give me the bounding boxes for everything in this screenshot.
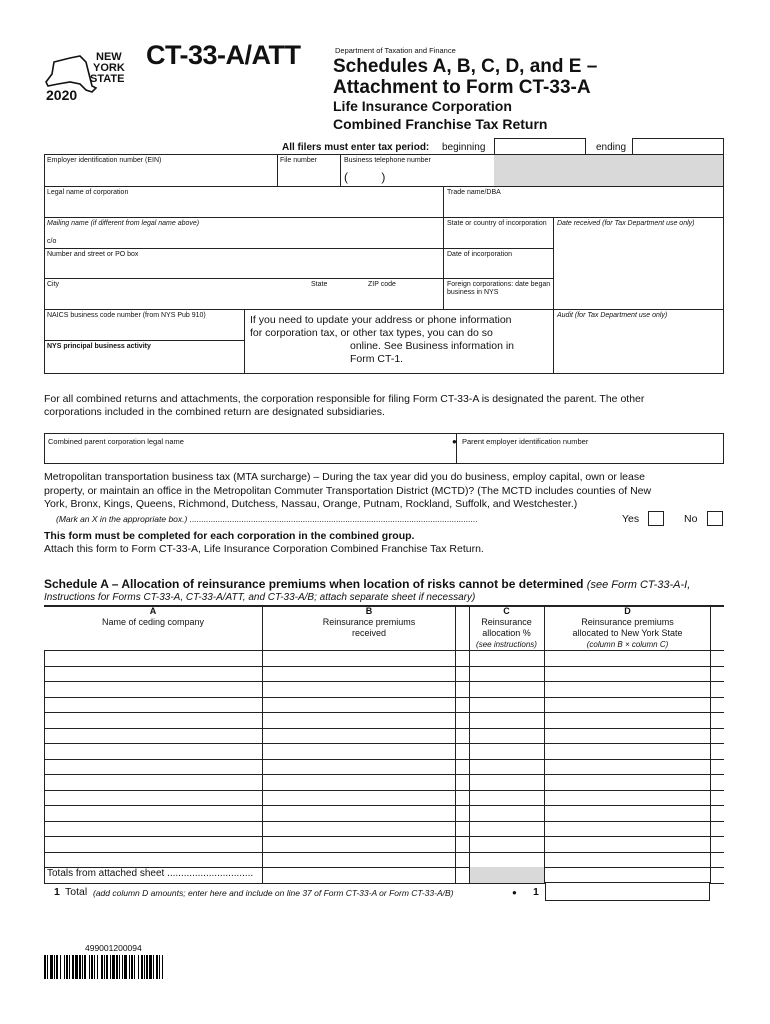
table-cell-a[interactable] xyxy=(45,729,261,744)
schedule-a-heading: Schedule A – Allocation of reinsurance premiums when location of risks cannot be determined xyxy=(44,577,584,591)
form-subtitle-line1: Life Insurance Corporation xyxy=(333,98,512,114)
update-info-line4: Form CT-1. xyxy=(350,353,404,365)
table-cell-c[interactable] xyxy=(470,760,543,775)
city-label: City xyxy=(47,281,60,288)
date-incorp-label: Date of incorporation xyxy=(447,251,512,258)
mta-line3: York, Bronx, Kings, Queens, Richmond, Dutchess, Nassau, Orange, Putnam, Rockland, Suffolk, and Westchester.) xyxy=(44,498,578,510)
table-cell-a[interactable] xyxy=(45,775,261,790)
total-label: Total xyxy=(65,886,88,898)
col-d-letter: D xyxy=(624,606,631,616)
tax-period-label: All filers must enter tax period: xyxy=(282,142,430,153)
table-cell-d[interactable] xyxy=(545,744,709,759)
nys-logo xyxy=(40,50,140,106)
total-line-number: 1 xyxy=(54,886,60,898)
tax-period-beginning-field[interactable] xyxy=(494,138,586,155)
file-number-label: File number xyxy=(280,157,317,164)
table-cell-a[interactable] xyxy=(45,853,261,868)
form-title-line1: Schedules A, B, C, D, and E – xyxy=(333,56,598,77)
table-cell-c[interactable] xyxy=(470,775,543,790)
phone-label: Business telephone number xyxy=(344,157,431,164)
table-cell-b[interactable] xyxy=(263,760,454,775)
parent-name-field[interactable] xyxy=(45,446,455,463)
mta-no-checkbox[interactable] xyxy=(707,511,723,526)
table-cell-d[interactable] xyxy=(545,760,709,775)
table-column-divider xyxy=(455,606,456,883)
table-cell-b[interactable] xyxy=(263,729,454,744)
table-cell-d[interactable] xyxy=(545,713,709,728)
col-d-title-2: allocated to New York State xyxy=(572,628,683,638)
logo-new: NEW xyxy=(96,51,122,63)
table-cell-c[interactable] xyxy=(470,713,543,728)
state-incorp-label: State or country of incorporation xyxy=(447,220,547,227)
total-note: (add column D amounts; enter here and include on line 37 of Form CT-33-A or Form CT-33-A/B) xyxy=(93,888,454,898)
totals-attached-label: Totals from attached sheet ............................... xyxy=(47,868,254,879)
table-cell-c[interactable] xyxy=(470,822,543,837)
table-cell-b[interactable] xyxy=(263,853,454,868)
table-column-divider xyxy=(710,606,711,883)
table-cell-d[interactable] xyxy=(545,651,709,666)
shaded-corner xyxy=(494,155,723,187)
col-a-letter: A xyxy=(149,606,157,616)
table-cell-b[interactable] xyxy=(263,775,454,790)
date-received-label: Date received (for Tax Department use only) xyxy=(557,220,695,227)
totals-shaded-cell xyxy=(470,867,544,883)
foreign-date-label-1: Foreign corporations: date began xyxy=(447,281,551,288)
combined-text xyxy=(44,393,644,419)
parent-ein-label: Parent employer identification number xyxy=(462,437,589,446)
table-cell-a[interactable] xyxy=(45,822,261,837)
zip-label: ZIP code xyxy=(368,281,396,288)
table-cell-b[interactable] xyxy=(263,682,454,697)
table-cell-a[interactable] xyxy=(45,760,261,775)
col-b-letter: B xyxy=(365,606,373,616)
table-cell-a[interactable] xyxy=(45,713,261,728)
table-cell-c[interactable] xyxy=(470,698,543,713)
combined-text-line1: For all combined returns and attachments, the corporation responsible for filing Form CT-33-A is designated the parent. The other xyxy=(44,393,645,405)
table-cell-b[interactable] xyxy=(263,713,454,728)
update-info-line2: for corporation tax, or other tax types, you can do so xyxy=(250,327,493,339)
table-cell-d[interactable] xyxy=(545,729,709,744)
update-info-note xyxy=(250,314,514,366)
mailing-name-label: Mailing name (if different from legal name above) xyxy=(47,220,200,227)
table-cell-b[interactable] xyxy=(263,744,454,759)
col-d-title-3: (column B × column C) xyxy=(586,640,669,649)
instruction-line1: This form must be completed for each corporation in the combined group. xyxy=(44,530,415,542)
table-cell-c[interactable] xyxy=(470,667,543,682)
col-a-title: Name of ceding company xyxy=(101,617,205,627)
nys-activity-label: NYS principal business activity xyxy=(47,343,151,350)
col-c-title-3: (see instructions) xyxy=(476,640,537,649)
table-cell-a[interactable] xyxy=(45,744,261,759)
tax-period-beginning-label: beginning xyxy=(442,142,486,153)
col-c-title-1: Reinsurance xyxy=(481,617,532,627)
table-cell-a[interactable] xyxy=(45,791,261,806)
form-subtitle-line2: Combined Franchise Tax Return xyxy=(333,116,548,132)
audit-label: Audit (for Tax Department use only) xyxy=(557,312,668,319)
col-b-title-2: received xyxy=(351,628,387,638)
mta-question xyxy=(44,471,651,512)
phone-field[interactable]: ( ) xyxy=(344,170,386,184)
update-info-line3: online. See Business information in xyxy=(350,340,515,352)
department-name: Department of Taxation and Finance xyxy=(335,46,456,55)
form-title-line2: Attachment to Form CT-33-A xyxy=(333,77,591,98)
table-cell-b[interactable] xyxy=(263,698,454,713)
table-cell-a[interactable] xyxy=(45,667,261,682)
state-label: State xyxy=(311,281,328,288)
table-cell-c[interactable] xyxy=(470,791,543,806)
trade-name-label: Trade name/DBA xyxy=(447,189,501,196)
table-cell-a[interactable] xyxy=(45,837,261,852)
co-label: c/o xyxy=(47,238,57,245)
barcode-icon xyxy=(44,955,194,979)
col-a-header xyxy=(44,606,262,628)
mta-no-label: No xyxy=(684,513,698,525)
table-cell-b[interactable] xyxy=(263,651,454,666)
table-cell-a[interactable] xyxy=(45,806,261,821)
naics-label: NAICS business code number (from NYS Pub 910) xyxy=(47,312,206,319)
barcode xyxy=(44,955,194,979)
bullet-icon: ● xyxy=(452,437,457,446)
logo-year: 2020 xyxy=(46,87,78,103)
ein-field[interactable] xyxy=(45,165,276,186)
foreign-date-label-2: business in NYS xyxy=(447,289,499,296)
street-label: Number and street or PO box xyxy=(47,251,139,258)
table-cell-d[interactable] xyxy=(545,853,709,868)
table-cell-d[interactable] xyxy=(545,682,709,697)
combined-text-line2: corporations included in the combined return are designated subsidiaries. xyxy=(44,406,385,418)
table-cell-b[interactable] xyxy=(263,837,454,852)
mta-mark-instruction: (Mark an X in the appropriate box.) .......................................................................................................................... xyxy=(56,514,478,524)
ein-label: Employer identification number (EIN) xyxy=(47,157,162,164)
table-cell-a[interactable] xyxy=(45,651,261,666)
table-cell-d[interactable] xyxy=(545,837,709,852)
logo-state: STATE xyxy=(90,73,125,85)
schedule-a-title xyxy=(44,577,690,591)
table-cell-a[interactable] xyxy=(45,698,261,713)
barcode-number: 499001200094 xyxy=(85,943,142,953)
table-cell-c[interactable] xyxy=(470,744,543,759)
table-cell-c[interactable] xyxy=(470,837,543,852)
instruction-line2: Attach this form to Form CT-33-A, Life Insurance Corporation Combined Franchise Tax Return. xyxy=(44,543,484,555)
legal-name-label: Legal name of corporation xyxy=(47,189,129,196)
total-bullet-icon: ● xyxy=(512,888,517,897)
table-cell-d[interactable] xyxy=(545,822,709,837)
col-d-header xyxy=(545,606,710,650)
col-b-header xyxy=(262,606,476,639)
table-cell-b[interactable] xyxy=(263,806,454,821)
parent-ein-field[interactable] xyxy=(457,446,723,463)
col-b-title-1: Reinsurance premiums xyxy=(322,617,416,627)
schedule-a-note: (see Form CT-33-A-I, xyxy=(586,579,691,591)
total-amount-field[interactable] xyxy=(545,882,710,901)
file-number-field[interactable] xyxy=(278,165,339,186)
table-cell-b[interactable] xyxy=(263,667,454,682)
table-cell-c[interactable] xyxy=(470,651,543,666)
col-c-title-2: allocation % xyxy=(482,628,531,638)
update-info-line1: If you need to update your address or phone information xyxy=(250,314,512,326)
table-cell-d[interactable] xyxy=(545,791,709,806)
trade-name-field[interactable] xyxy=(444,197,723,216)
table-cell-c[interactable] xyxy=(470,853,543,868)
col-c-header xyxy=(469,606,544,650)
table-cell-d[interactable] xyxy=(545,698,709,713)
table-cell-d[interactable] xyxy=(545,806,709,821)
table-cell-a[interactable] xyxy=(45,682,261,697)
tax-period-ending-label: ending xyxy=(596,142,627,153)
table-cell-c[interactable] xyxy=(470,682,543,697)
table-cell-d[interactable] xyxy=(545,667,709,682)
table-cell-b[interactable] xyxy=(263,822,454,837)
table-cell-b[interactable] xyxy=(263,791,454,806)
table-cell-c[interactable] xyxy=(470,729,543,744)
col-d-title-1: Reinsurance premiums xyxy=(581,617,674,627)
table-cell-d[interactable] xyxy=(545,775,709,790)
logo-york: YORK xyxy=(93,62,125,74)
mta-yes-label: Yes xyxy=(622,513,640,525)
mta-line2: property, or maintain an office in the Metropolitan Commuter Transportation District (MCTD)? (The MCTD includes counties of New xyxy=(44,484,652,497)
col-c-letter: C xyxy=(503,606,510,616)
total-box-number: 1 xyxy=(533,886,539,898)
mta-yes-checkbox[interactable] xyxy=(648,511,664,526)
legal-name-field[interactable] xyxy=(45,197,442,216)
mta-line1: Metropolitan transportation business tax (MTA surcharge) – During the tax year did you do business, employ capital, own or lease xyxy=(44,471,645,483)
schedule-a-subtitle: Instructions for Forms CT-33-A, CT-33-A/ATT, and CT-33-A/B; attach separate sheet if necessary) xyxy=(44,592,476,603)
parent-name-label: Combined parent corporation legal name xyxy=(48,437,184,446)
tax-period-ending-field[interactable] xyxy=(632,138,724,155)
form-number: CT-33-A/ATT xyxy=(146,40,301,70)
table-cell-c[interactable] xyxy=(470,806,543,821)
